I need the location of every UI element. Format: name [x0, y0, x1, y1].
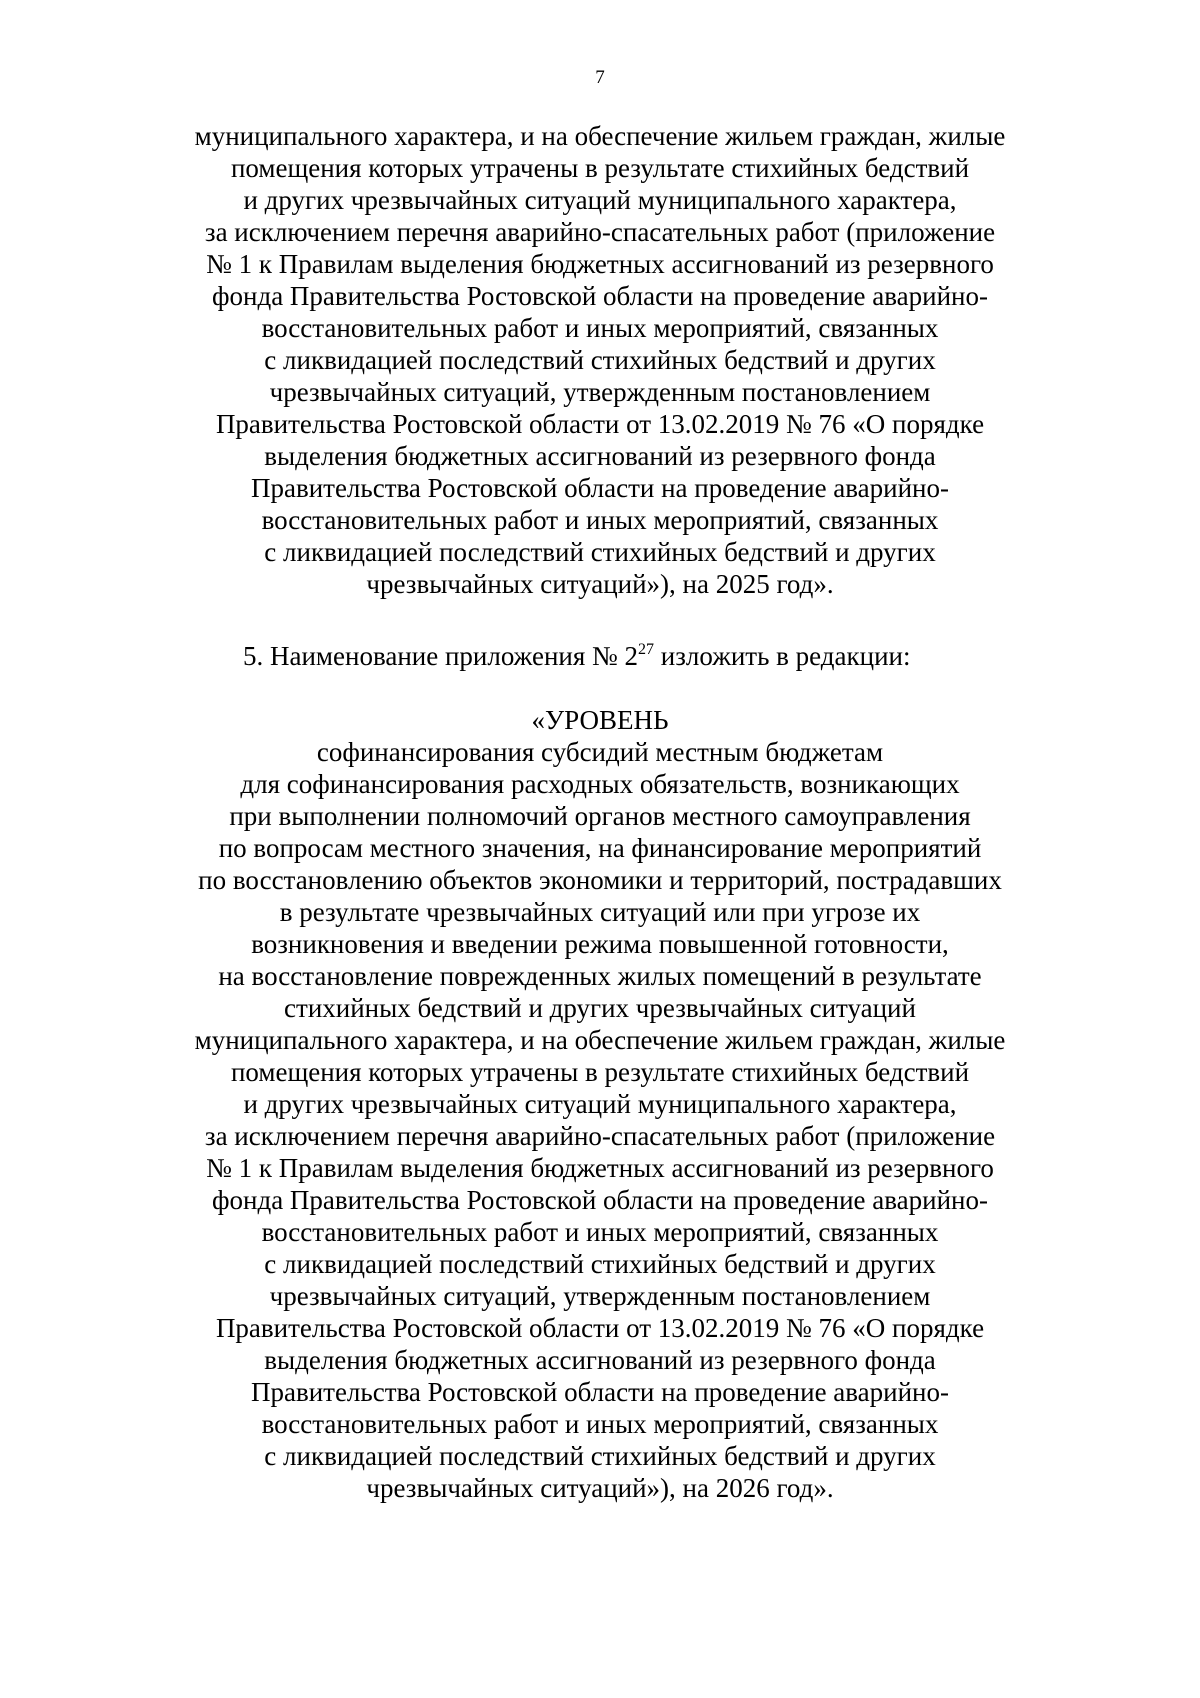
text-line: с ликвидацией последствий стихийных бедствий и других [264, 345, 936, 375]
text-line: с ликвидацией последствий стихийных бедствий и других [264, 1441, 936, 1471]
text-line: софинансирования субсидий местным бюджетам [316, 737, 884, 767]
text-line: чрезвычайных ситуаций»), на 2026 год». [366, 1473, 834, 1503]
text-line: при выполнении полномочий органов местного самоуправления [229, 801, 971, 831]
text-line: чрезвычайных ситуаций, утвержденным постановлением [269, 1281, 931, 1311]
text-line: восстановительных работ и иных мероприятий, связанных [261, 313, 939, 343]
text-line: помещения которых утрачены в результате стихийных бедствий [230, 1057, 970, 1087]
text-line: восстановительных работ и иных мероприятий, связанных [261, 505, 939, 535]
text-line: чрезвычайных ситуаций»), на 2025 год». [366, 569, 834, 599]
text-line: выделения бюджетных ассигнований из резервного фонда [264, 441, 936, 471]
item-5-prefix: 5. Наименование приложения № 2 [243, 641, 639, 671]
text-line: стихийных бедствий и других чрезвычайных ситуаций [284, 993, 916, 1023]
text-line: восстановительных работ и иных мероприятий, связанных [261, 1217, 939, 1247]
text-line: на восстановление поврежденных жилых помещений в результате [218, 961, 982, 991]
text-line: восстановительных работ и иных мероприятий, связанных [261, 1409, 939, 1439]
text-line: для софинансирования расходных обязательств, возникающих [240, 769, 960, 799]
text-line: чрезвычайных ситуаций, утвержденным постановлением [269, 377, 931, 407]
text-line: Правительства Ростовской области на проведение аварийно- [250, 473, 950, 503]
text-line: фонда Правительства Ростовской области на проведение аварийно- [212, 1185, 988, 1215]
item-5-suffix: изложить в редакции: [654, 641, 911, 671]
text-line: возникновения и введении режима повышенной готовности, [251, 929, 949, 959]
text-line: муниципального характера, и на обеспечение жильем граждан, жилые [194, 1025, 1006, 1055]
text-line: в результате чрезвычайных ситуаций или при угрозе их [279, 897, 921, 927]
text-line: № 1 к Правилам выделения бюджетных ассигнований из резервного [206, 1153, 994, 1183]
text-line: помещения которых утрачены в результате стихийных бедствий [230, 153, 970, 183]
item-5-paragraph [243, 640, 910, 672]
text-line: по вопросам местного значения, на финансирование мероприятий [218, 833, 982, 863]
text-line: за исключением перечня аварийно-спасательных работ (приложение [204, 217, 996, 247]
text-line: выделения бюджетных ассигнований из резервного фонда [264, 1345, 936, 1375]
text-line: фонда Правительства Ростовской области на проведение аварийно- [212, 281, 988, 311]
text-line: Правительства Ростовской области от 13.02.2019 № 76 «О порядке [215, 409, 985, 439]
page-number: 7 [595, 67, 605, 88]
annex-heading: «УРОВЕНЬ [531, 705, 669, 735]
text-line: и других чрезвычайных ситуаций муниципального характера, [243, 185, 957, 215]
text-line: с ликвидацией последствий стихийных бедствий и других [264, 537, 936, 567]
text-line: Правительства Ростовской области от 13.02.2019 № 76 «О порядке [215, 1313, 985, 1343]
text-line: за исключением перечня аварийно-спасательных работ (приложение [204, 1121, 996, 1151]
text-line: муниципального характера, и на обеспечение жильем граждан, жилые [194, 121, 1006, 151]
item-5-superscript: 27 [638, 641, 655, 658]
text-line: Правительства Ростовской области на проведение аварийно- [250, 1377, 950, 1407]
text-line: по восстановлению объектов экономики и территорий, пострадавших [198, 865, 1002, 895]
text-line: и других чрезвычайных ситуаций муниципального характера, [243, 1089, 957, 1119]
text-line: с ликвидацией последствий стихийных бедствий и других [264, 1249, 936, 1279]
text-line: № 1 к Правилам выделения бюджетных ассигнований из резервного [206, 249, 994, 279]
